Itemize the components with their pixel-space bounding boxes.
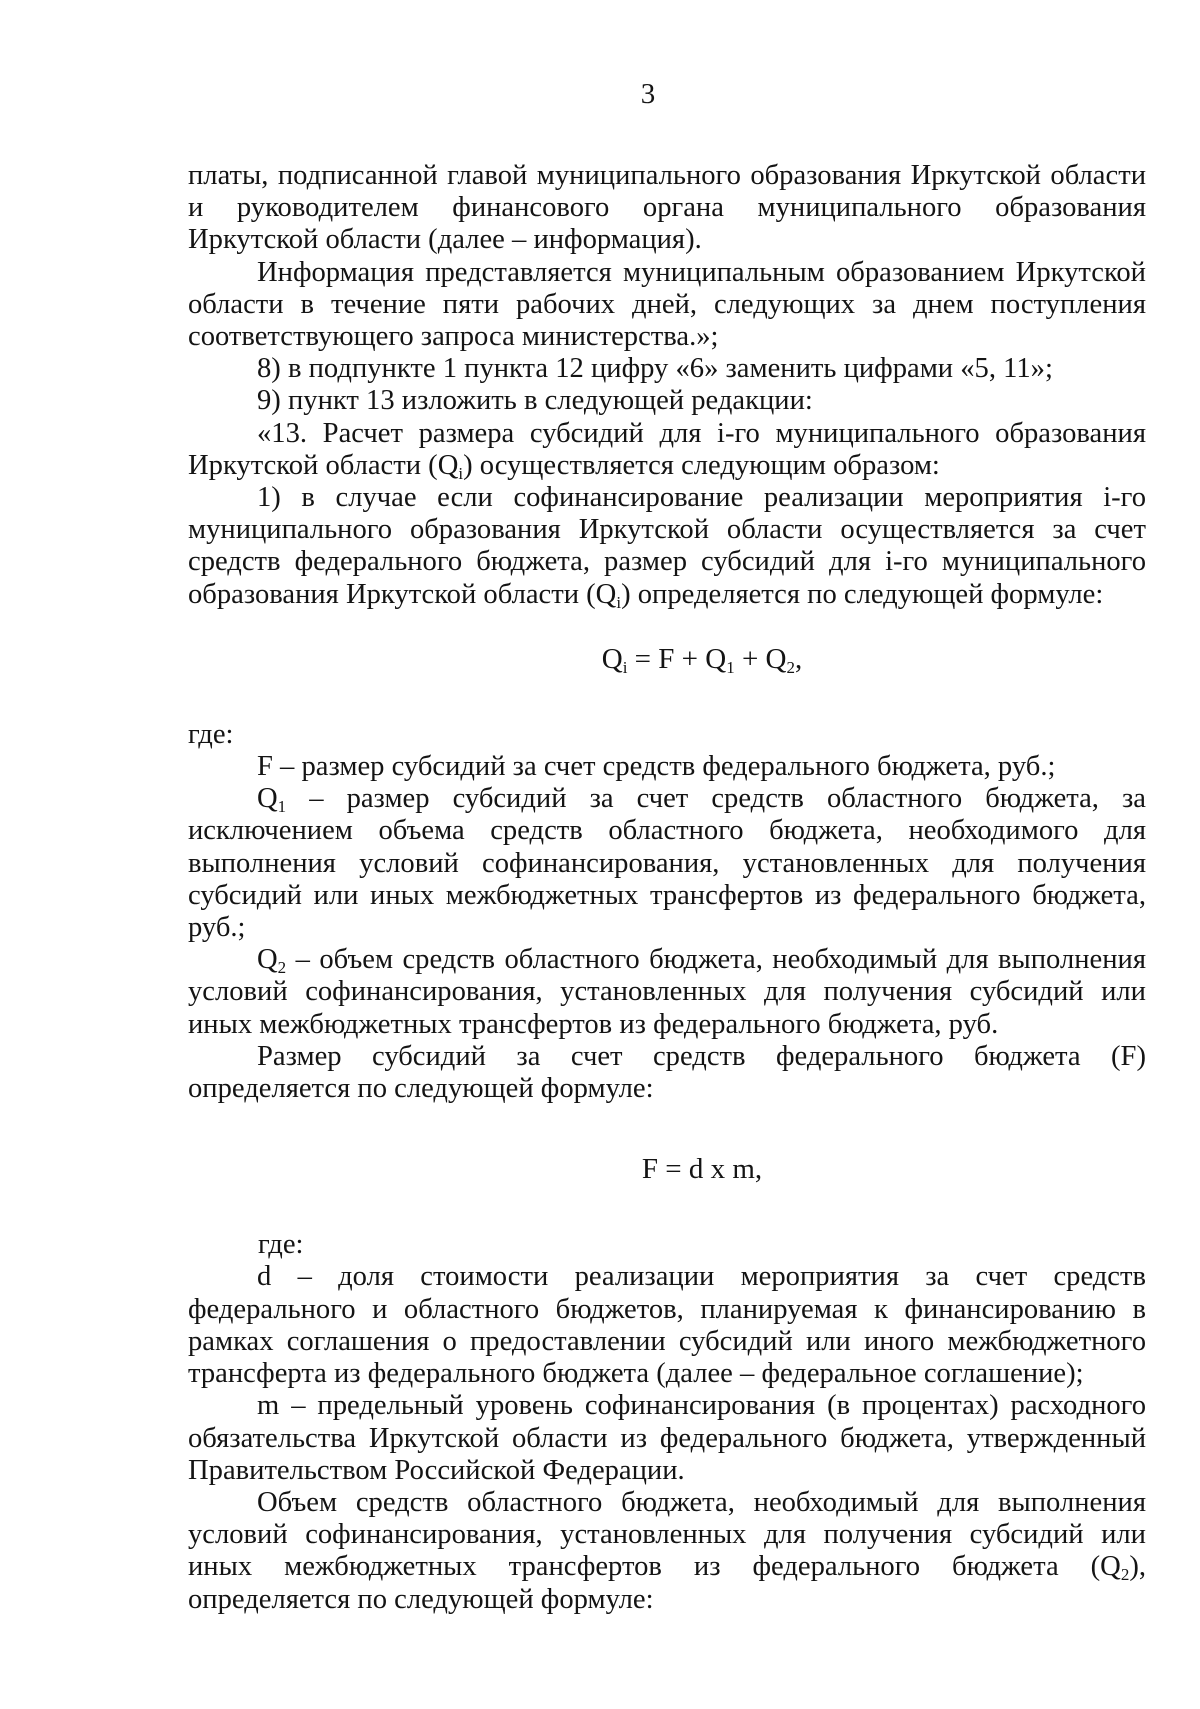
paragraph-q2-volume	[188, 1487, 1146, 1616]
definition-m: m – предельный уровень софинансирования (в процентах) расходного обязательства Иркутской области из федерального бюджета, утвержденный Правительством Российской Федерации.	[188, 1390, 1146, 1486]
paragraph-item-8: 8) в подпункте 1 пункта 12 цифру «6» заменить цифрами «5, 11»;	[257, 353, 1053, 385]
where-label: где:	[188, 718, 234, 750]
definition-d: d – доля стоимости реализации мероприятия за счет средств федерального и областного бюджетов, планируемая к финансированию в рамках соглашения о предоставлении субсидий или иного межбюджетного трансферта из федерального бюджета (далее – федеральное соглашение);	[188, 1261, 1146, 1390]
text-fragment: ) определяется по следующей формуле:	[621, 578, 1104, 610]
definition-q1	[188, 783, 1146, 944]
text-fragment: 1) в случае если софинансирование реализации мероприятия i-го муниципального образования Иркутской области осуществляется за счет средств федерального бюджета, размер субсидий для i-го муниципального образования Иркутской области (Q	[188, 482, 1146, 610]
definition-f: F – размер субсидий за счет средств федерального бюджета, руб.;	[257, 751, 1056, 783]
text-fragment: «13. Расчет размера субсидий для i-го муниципального образования Иркутской области (Q	[188, 417, 1146, 481]
text-fragment: Q	[257, 944, 278, 976]
subscript: i	[458, 463, 464, 483]
paragraph-continuation: платы, подписанной главой муниципального образования Иркутской области и руководителем финансового органа муниципального образования Иркутской области (далее – информация).	[188, 160, 1146, 256]
formula-qi	[188, 643, 1146, 675]
subscript: i	[622, 657, 628, 677]
text-fragment: – объем средств областного бюджета, необходимый для выполнения условий софинансирования, установленных для получения субсидий или иных межбюджетных трансфертов из федерального бюджета, руб.	[188, 944, 1146, 1040]
document-body	[188, 160, 1146, 1616]
formula-symbol: + Q	[734, 642, 787, 675]
where-label: где:	[258, 1229, 304, 1261]
definition-q2	[188, 944, 1146, 1041]
formula-symbol: ,	[795, 642, 803, 675]
text-fragment: – размер субсидий за счет средств областного бюджета, за исключением объема средств областного бюджета, необходимого для выполнения условий софинансирования, установленных для получения субсидий или иных межбюджетных трансфертов из федерального бюджета, руб.;	[188, 783, 1146, 944]
subscript: 2	[786, 657, 796, 677]
formula-symbol: Q	[601, 642, 623, 675]
paragraph-item-9: 9) пункт 13 изложить в следующей редакции:	[257, 385, 813, 417]
formula-symbol: = F + Q	[627, 642, 727, 675]
paragraph-point-13	[188, 418, 1146, 482]
subscript: 1	[277, 797, 287, 817]
formula-f: F = d x m,	[641, 1153, 763, 1186]
text-fragment: Объем средств областного бюджета, необходимый для выполнения условий софинансирования, установленных для получения субсидий или иных межбюджетных трансфертов из федерального бюджета (Q	[188, 1486, 1146, 1583]
page-number: 3	[640, 78, 656, 110]
subscript: 1	[726, 657, 735, 677]
subscript: 2	[277, 958, 287, 978]
text-fragment: ) осуществляется следующим образом:	[463, 449, 940, 481]
paragraph-subpoint-1	[188, 482, 1146, 611]
paragraph-information: Информация представляется муниципальным образованием Иркутской области в течение пяти рабочих дней, следующих за днем поступления соответствующего запроса министерства.»;	[188, 256, 1146, 353]
text-fragment: ), определяется по следующей формуле:	[188, 1551, 1146, 1615]
text-fragment: Q	[257, 783, 278, 815]
subscript: 2	[1120, 1565, 1130, 1585]
subscript: i	[616, 592, 622, 612]
paragraph-f-size: Размер субсидий за счет средств федерального бюджета (F) определяется по следующей формуле:	[188, 1040, 1146, 1105]
